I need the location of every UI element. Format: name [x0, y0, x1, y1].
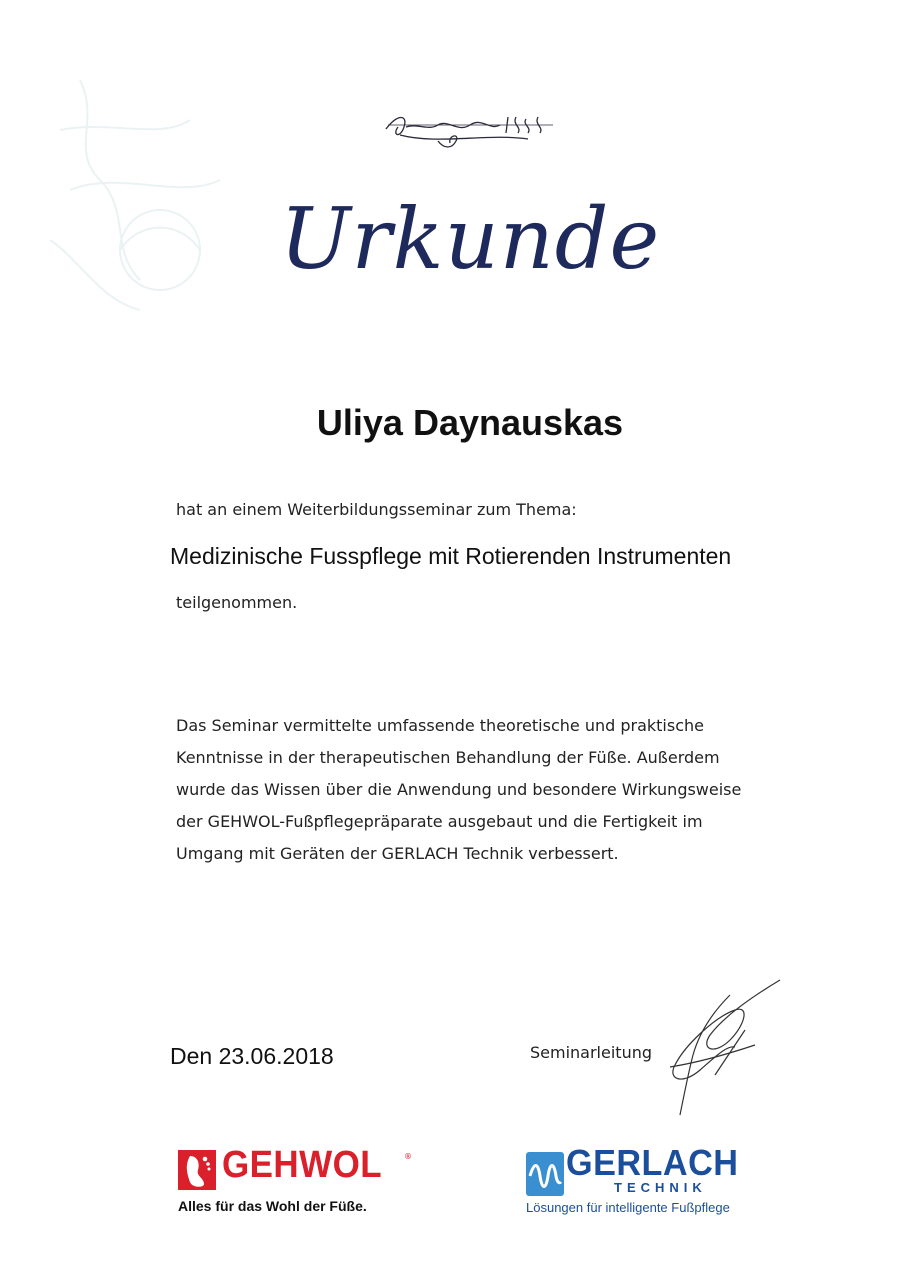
seminar-description: [176, 710, 816, 870]
wave-icon: [526, 1152, 564, 1196]
description-line: Umgang mit Geräten der GERLACH Technik verbessert.: [176, 844, 619, 863]
seminar-leader-signature: [655, 975, 790, 1120]
certificate-date: Den 23.06.2018: [170, 1043, 334, 1069]
gerlach-subtitle: TECHNIK: [614, 1180, 707, 1195]
seminar-topic: Medizinische Fusspflege mit Rotierenden Instrumenten: [170, 543, 732, 569]
certificate-title: Urkunde: [279, 190, 661, 288]
founder-signature: [378, 105, 563, 155]
intro-text: hat an einem Weiterbildungsseminar zum Thema:: [176, 500, 577, 519]
gehwol-logo: [178, 1144, 418, 1218]
gehwol-tagline: Alles für das Wohl der Füße.: [178, 1198, 367, 1214]
description-line: Das Seminar vermittelte umfassende theoretische und praktische: [176, 716, 704, 735]
gehwol-wordmark: GEHWOL: [222, 1144, 383, 1186]
registered-mark: ®: [404, 1152, 412, 1161]
description-line: der GEHWOL-Fußpflegepräparate ausgebaut und die Fertigkeit im: [176, 812, 703, 831]
seminar-leader-label: Seminarleitung: [530, 1043, 652, 1062]
description-line: wurde das Wissen über die Anwendung und besondere Wirkungsweise: [176, 780, 742, 799]
foot-icon: [178, 1150, 216, 1190]
gerlach-tagline: Lösungen für intelligente Fußpflege: [526, 1200, 730, 1215]
description-line: Kenntnisse in der therapeutischen Behandlung der Füße. Außerdem: [176, 748, 720, 767]
recipient-name: Uliya Daynauskas: [316, 402, 624, 443]
gerlach-wordmark: GERLACH: [566, 1142, 739, 1183]
gerlach-logo: [526, 1142, 766, 1221]
participated-text: teilgenommen.: [176, 593, 298, 612]
